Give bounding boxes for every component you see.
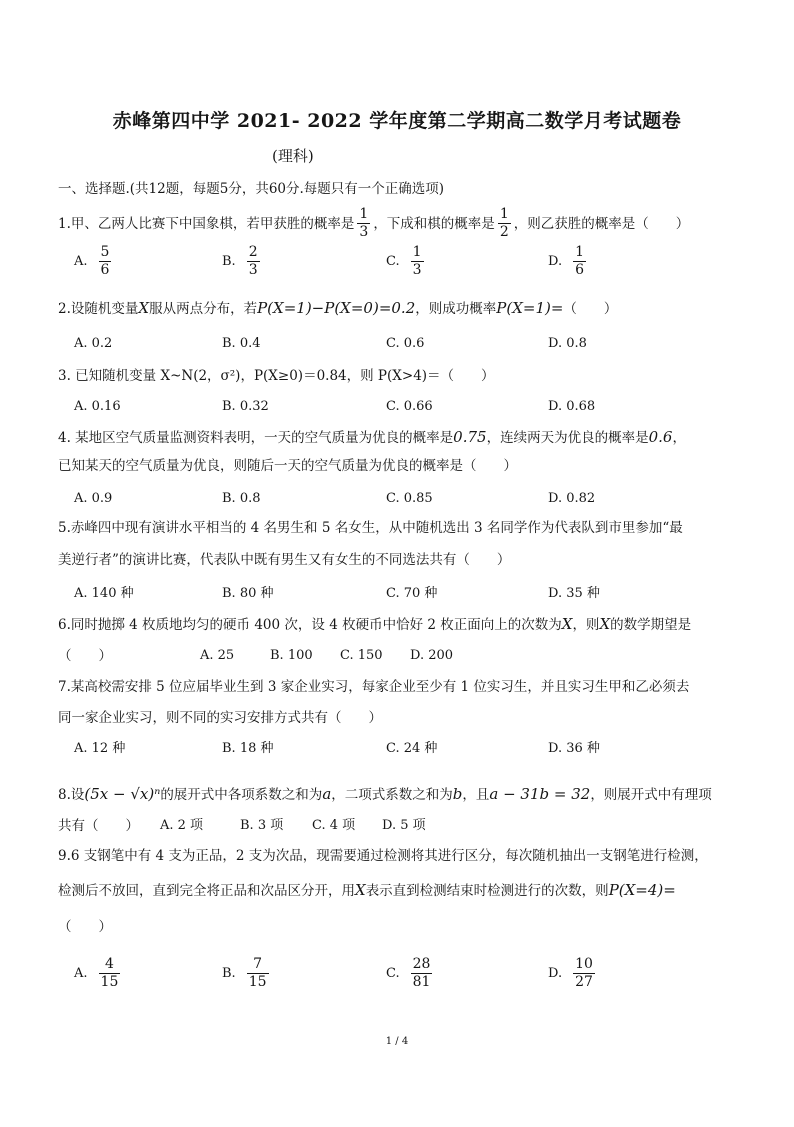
option-b: B. 100	[270, 648, 313, 663]
question-8-line2: 共有（ ）	[58, 818, 139, 834]
option-c: C. 0.6	[386, 336, 425, 351]
option-d: D. 5 项	[382, 818, 426, 833]
exam-title: 赤峰第四中学 2021- 2022 学年度第二学期高二数学月考试题卷	[112, 110, 682, 132]
option-d: D. $\frac{10}{27}$	[548, 956, 593, 990]
option-c: C. 4 项	[312, 818, 356, 833]
fraction: $\frac{1}{2}$	[499, 206, 509, 240]
option-a: A. 12 种	[74, 741, 126, 756]
question-7-line1: 7.某高校需安排 5 位应届毕业生到 3 家企业实习，每家企业至少有 1 位实习生，并且实习生甲和乙必须去	[58, 679, 690, 695]
option-d: D. 200	[410, 648, 454, 663]
option-b: B. 0.4	[222, 336, 261, 351]
option-c: C. $\frac{1}{3}$	[386, 244, 422, 278]
question-7-options	[74, 739, 754, 763]
question-2-options	[74, 334, 754, 358]
option-b: B. $\frac{2}{3}$	[222, 244, 258, 278]
question-4-options	[74, 489, 754, 513]
question-5-options	[74, 584, 754, 608]
option-a: A. 0.2	[74, 336, 113, 351]
option-d: D. 0.8	[548, 336, 587, 351]
option-c: C. 150	[340, 648, 383, 663]
option-d: D. 35 种	[548, 586, 600, 601]
option-b: B. 0.32	[222, 399, 269, 414]
option-c: C. $\frac{28}{81}$	[386, 956, 431, 990]
option-b: B. 0.8	[222, 491, 261, 506]
option-a: A. 0.9	[74, 491, 113, 506]
question-5-line2: 美逆行者”的演讲比赛，代表队中既有男生又有女生的不同选法共有（ ）	[58, 552, 511, 568]
question-4-line1: 4. 某地区空气质量监测资料表明，一天的空气质量为优良的概率是0.75，连续两天为优良的概率是0.6，	[58, 428, 686, 446]
fraction: $\frac{1}{3}$	[359, 206, 369, 240]
option-c: C. 0.85	[386, 491, 433, 506]
question-1-stem: 1.甲、乙两人比赛下中国象棋，若甲获胜的概率是 $\frac{1}{3}$ ，下成和棋的概率是 $\frac{1}{2}$ ，则乙获胜的概率是（ ）	[58, 206, 690, 240]
option-c: C. 0.66	[386, 399, 433, 414]
question-2-stem: 2.设随机变量X服从两点分布，若P(X=1)−P(X=0)=0.2，则成功概率P(X=1)=（ ）	[58, 299, 618, 317]
question-6-options	[200, 646, 600, 670]
question-9-options	[74, 956, 754, 1000]
question-9-line1: 9.6 支钢笔中有 4 支为正品，2 支为次品，现需要通过检测将其进行区分，每次随机抽出一支钢笔进行检测，	[58, 848, 708, 864]
section-heading: 一、选择题.(共12题，每题5分，共60分.每题只有一个正确选项)	[58, 181, 445, 197]
option-b: B. 3 项	[240, 818, 284, 833]
option-a: A. $\frac{5}{6}$	[74, 244, 110, 278]
option-d: D. 0.82	[548, 491, 596, 506]
question-3-options	[74, 397, 754, 421]
option-d: D. 0.68	[548, 399, 596, 414]
question-1-options	[74, 244, 754, 288]
option-a: A. 140 种	[74, 586, 134, 601]
option-a: A. 0.16	[74, 399, 121, 414]
question-5-line1: 5.赤峰四中现有演讲水平相当的 4 名男生和 5 名女生，从中随机选出 3 名同学作为代表队到市里参加“最	[58, 520, 683, 536]
option-b: B. 80 种	[222, 586, 274, 601]
question-6-line2: （ ）	[58, 648, 112, 664]
option-a: A. $\frac{4}{15}$	[74, 956, 119, 990]
option-a: A. 25	[200, 648, 235, 663]
option-c: C. 24 种	[386, 741, 438, 756]
exam-subtitle: (理科)	[272, 147, 314, 165]
question-7-line2: 同一家企业实习，则不同的实习安排方式共有（ ）	[58, 710, 382, 726]
option-d: D. $\frac{1}{6}$	[548, 244, 585, 278]
question-8-options	[160, 816, 560, 840]
question-9-line3: （ ）	[58, 919, 112, 935]
question-3-stem: 3. 已知随机变量 X~N(2，σ²)，P(X≥0)＝0.84，则 P(X>4)＝（ ）	[58, 368, 495, 384]
option-a: A. 2 项	[160, 818, 204, 833]
question-9-line2: 检测后不放回，直到完全将正品和次品区分开，用X表示直到检测结束时检测进行的次数，则P(X=4)=	[58, 881, 676, 899]
question-8-line1: 8.设(5x − √x)ⁿ的展开式中各项系数之和为a，二项式系数之和为b，且a − 31b = 32，则展开式中有理项	[58, 785, 712, 803]
option-b: B. 18 种	[222, 741, 274, 756]
option-b: B. $\frac{7}{15}$	[222, 956, 267, 990]
question-6-line1: 6.同时抛掷 4 枚质地均匀的硬币 400 次，设 4 枚硬币中恰好 2 枚正面向上的次数为X，则X的数学期望是	[58, 615, 692, 633]
page-number: 1 / 4	[385, 1036, 409, 1047]
option-d: D. 36 种	[548, 741, 600, 756]
question-4-line2: 已知某天的空气质量为优良，则随后一天的空气质量为优良的概率是（ ）	[58, 458, 517, 474]
option-c: C. 70 种	[386, 586, 438, 601]
